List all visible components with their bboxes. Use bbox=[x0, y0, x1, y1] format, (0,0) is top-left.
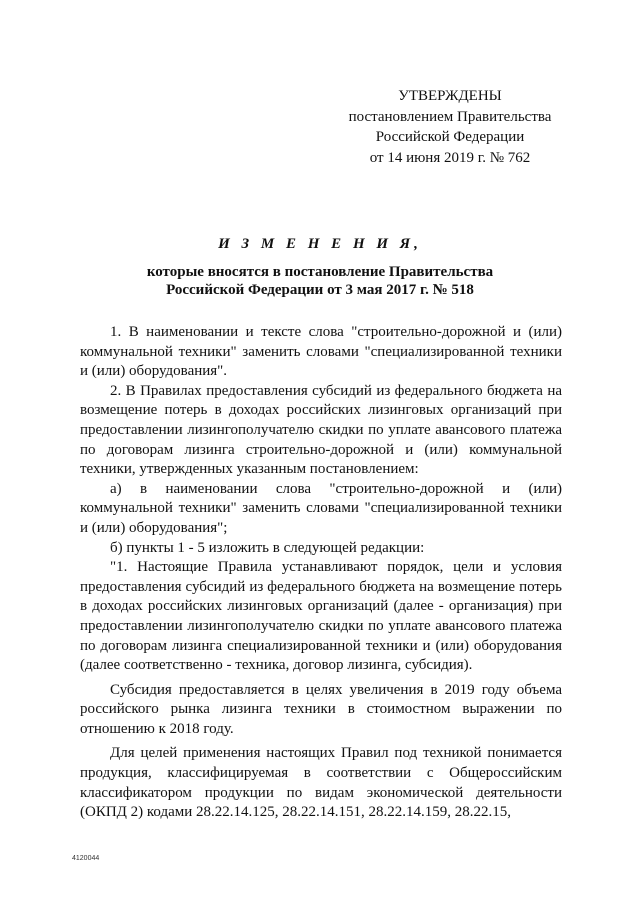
document-body bbox=[80, 323, 562, 823]
approval-line-date: от 14 июня 2019 г. № 762 bbox=[369, 149, 531, 166]
approval-line-federation: Российской Федерации bbox=[375, 129, 525, 145]
approval-line-decree: постановлением Правительства bbox=[348, 108, 552, 125]
heading-title: И З М Е Н Е Н И Я, bbox=[218, 236, 422, 252]
paragraph: Для целей применения настоящих Правил под техникой понимается продукция, классифицируемая в соответствии с Общероссийским классификатором продукции по видам экономической деятельности (ОКПД 2) кодами 28.22.14.125, 28.22.14.151, 28.22.14.159, 28.22.15, bbox=[80, 745, 562, 821]
paragraph: а) в наименовании слова "строительно-дорожной и (или) коммунальной техники" заменить словами "специализированной техники и (или) оборудования"; bbox=[80, 480, 562, 536]
paragraph: "1. Настоящие Правила устанавливают порядок, цели и условия предоставления субсидий из федерального бюджета на возмещение потерь в доходах российских лизинговых организаций (далее - организация) при предоставлении лизингополучателю скидки по уплате авансового платежа по договорам лизинга специализированной техники и (или) оборудования (далее соответственно - техника, договор лизинга, субсидия). bbox=[80, 559, 562, 674]
paragraph: б) пункты 1 - 5 изложить в следующей редакции: bbox=[110, 539, 425, 556]
paragraph: 1. В наименовании и тексте слова "строительно-дорожной и (или) коммунальной техники" заменить словами "специализированной техники и (или) оборудования". bbox=[80, 324, 562, 380]
footer-code: 4120044 bbox=[72, 855, 100, 862]
heading-subtitle-1: которые вносятся в постановление Правительства bbox=[146, 264, 494, 280]
paragraph: Субсидия предоставляется в целях увеличения в 2019 году объема российского рынка лизинга техники в стоимостном выражении по отношению к 2018 году. bbox=[80, 681, 562, 737]
approval-block bbox=[330, 86, 570, 168]
paragraph: 2. В Правилах предоставления субсидий из федерального бюджета на возмещение потерь в доходах российских лизинговых организаций при предоставлении лизингополучателю скидки по уплате авансового платежа по договорам лизинга строительно-дорожной и (или) коммунальной техники, утвержденных указанным постановлением: bbox=[80, 382, 562, 478]
heading-subtitle-2: Российской Федерации от 3 мая 2017 г. № 518 bbox=[166, 282, 474, 298]
approval-title: УТВЕРЖДЕНЫ bbox=[398, 88, 502, 104]
document-heading bbox=[0, 233, 640, 299]
